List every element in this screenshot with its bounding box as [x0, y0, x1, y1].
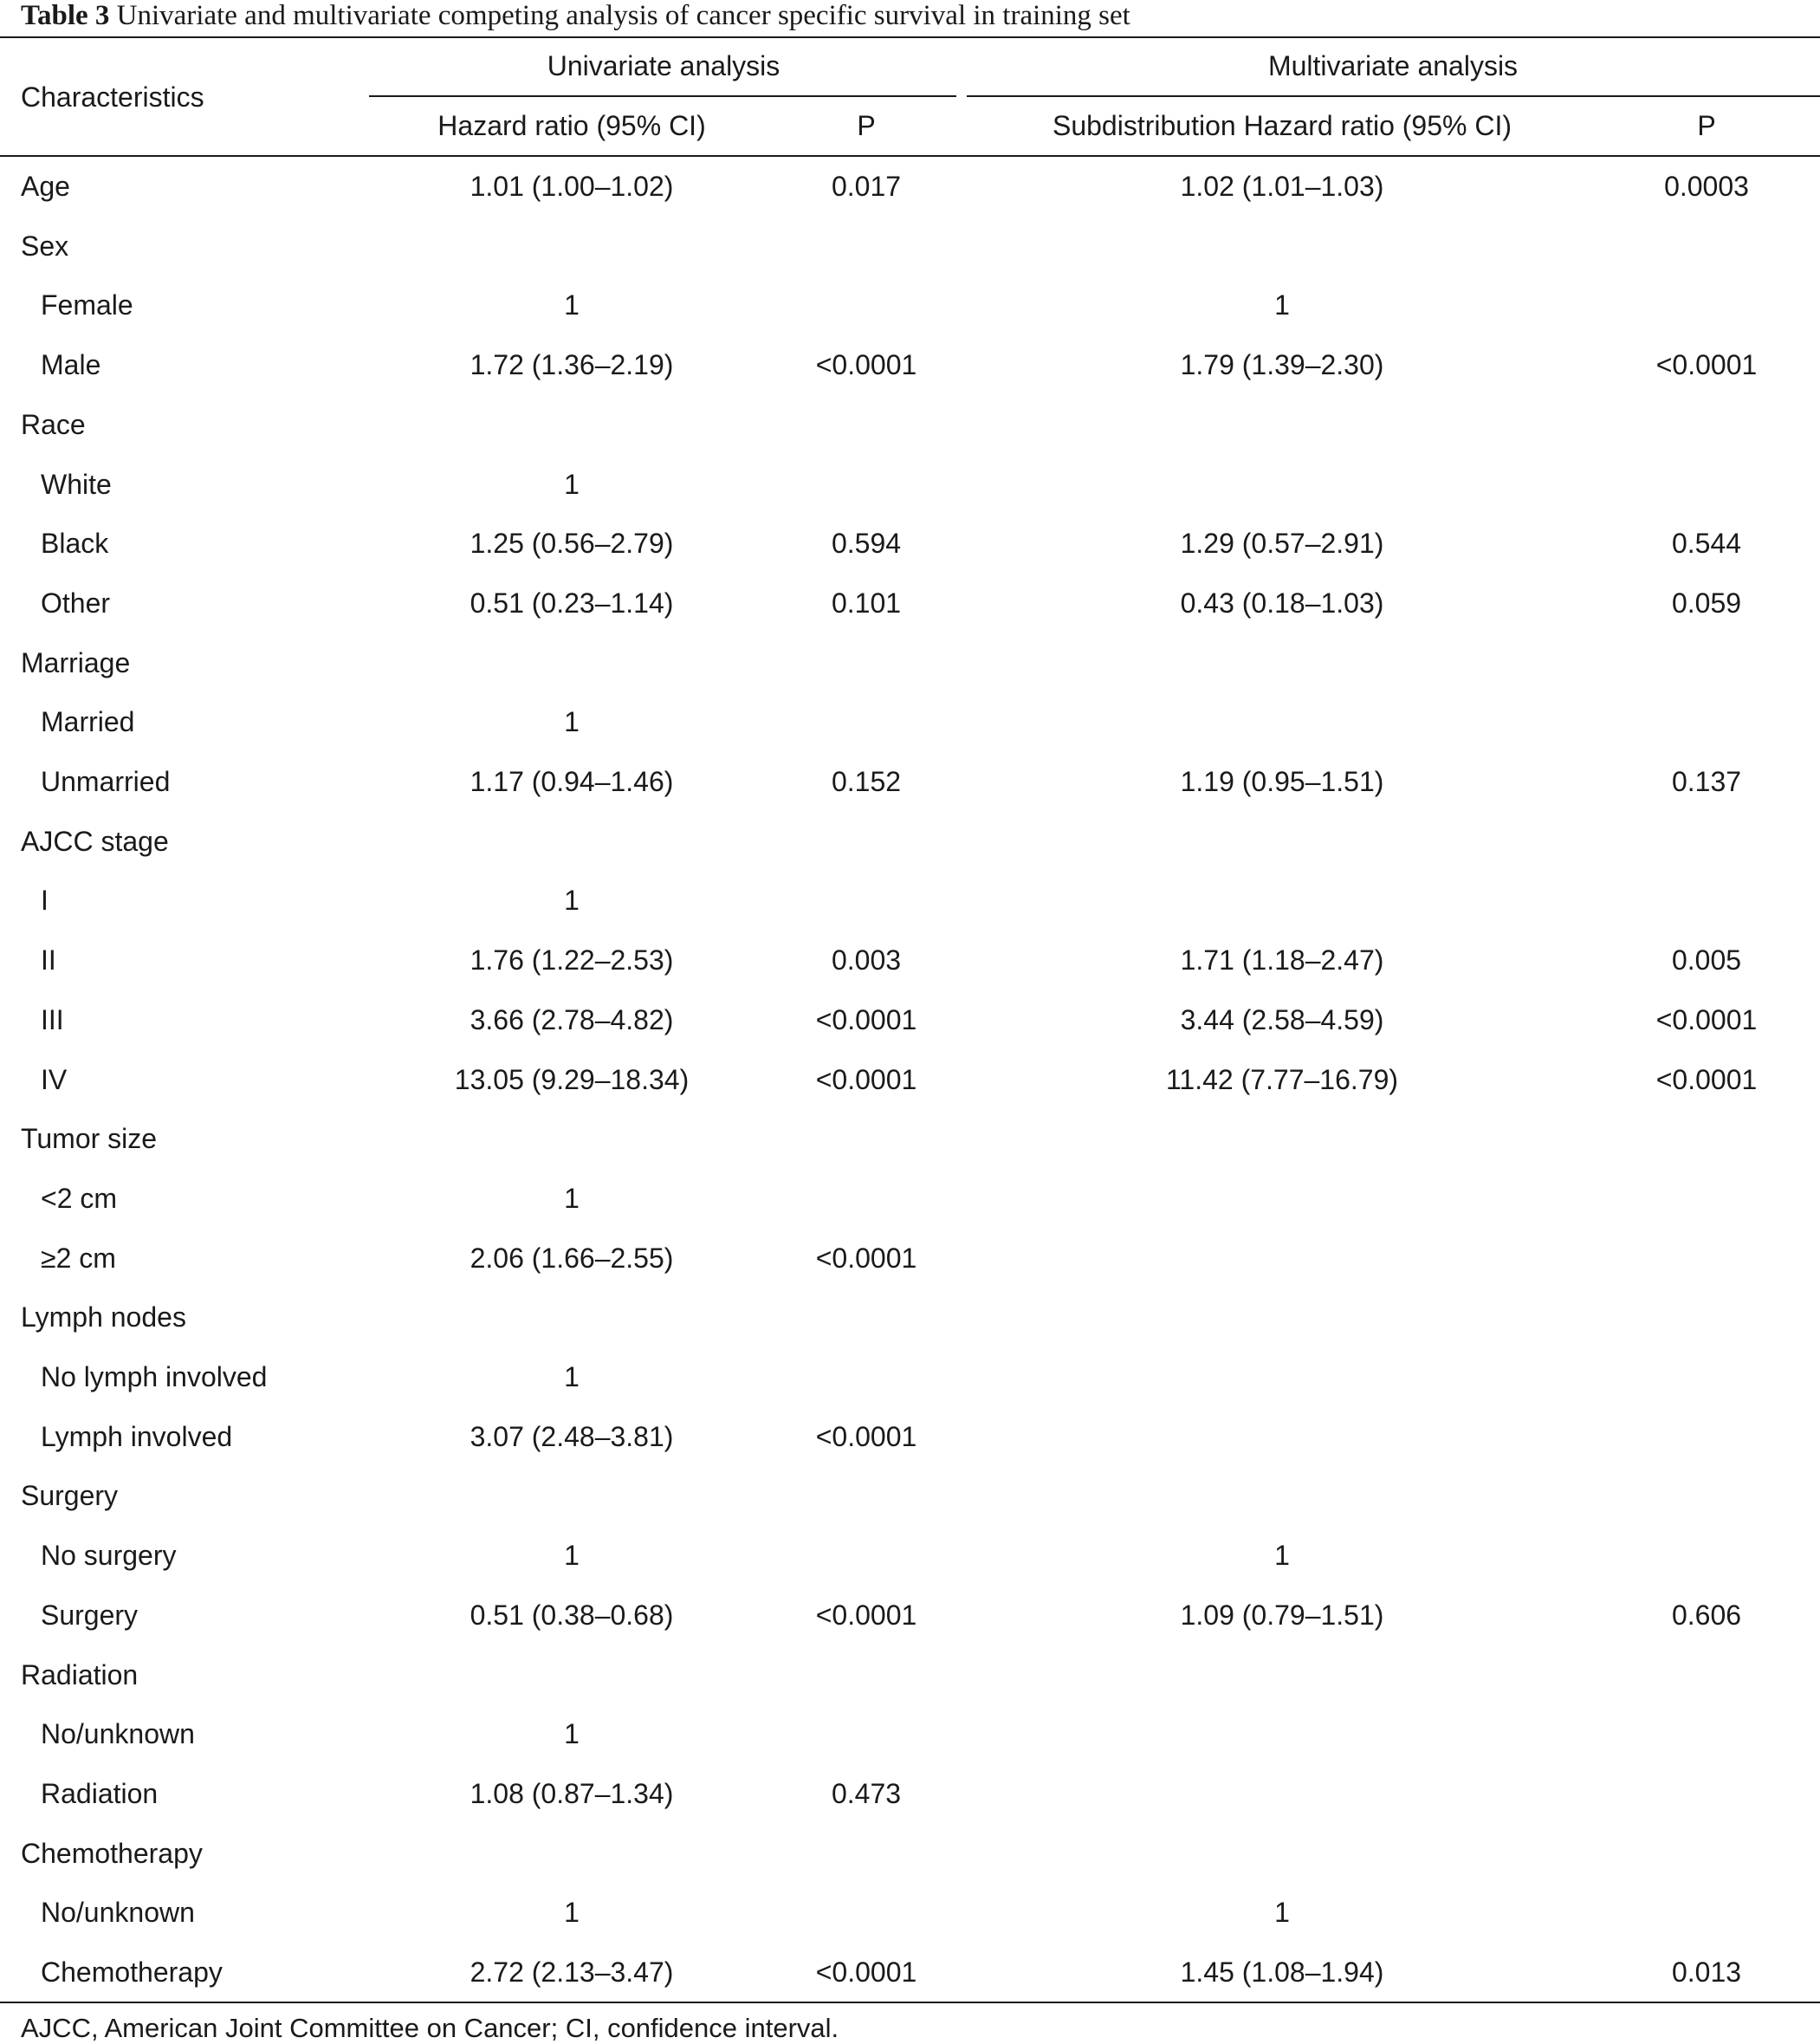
multi-p-value: <0.0001 — [1655, 349, 1758, 380]
multi-hazard-ratio: 11.42 (7.77–16.79) — [1165, 1064, 1399, 1095]
row-label: Lymph involved — [41, 1421, 233, 1452]
uni-hazard-ratio: 1.08 (0.87–1.34) — [470, 1778, 674, 1809]
uni-hazard-ratio: 1 — [564, 1183, 580, 1214]
multivariate-subrule — [967, 95, 1820, 97]
multi-p-value: <0.0001 — [1655, 1064, 1758, 1095]
row-label: Female — [41, 289, 133, 321]
row-label: No lymph involved — [41, 1361, 268, 1392]
top-rule — [0, 36, 1820, 38]
row-label: Marriage — [21, 647, 131, 678]
header-uni-p: P — [857, 110, 876, 141]
multi-hazard-ratio: 1.19 (0.95–1.51) — [1180, 766, 1384, 797]
uni-p-value: <0.0001 — [815, 1243, 917, 1274]
header-multi-hr: Subdistribution Hazard ratio (95% CI) — [1052, 110, 1512, 141]
multi-p-value: 0.606 — [1671, 1600, 1742, 1631]
row-label: <2 cm — [41, 1183, 118, 1214]
uni-p-value: 0.003 — [831, 944, 902, 976]
row-label: Married — [41, 706, 135, 737]
uni-p-value: 0.017 — [831, 171, 902, 202]
row-label: Unmarried — [41, 766, 171, 797]
uni-p-value: <0.0001 — [815, 1004, 917, 1035]
header-multi-p: P — [1697, 110, 1716, 141]
multi-hazard-ratio: 1.09 (0.79–1.51) — [1180, 1600, 1384, 1631]
multi-hazard-ratio: 3.44 (2.58–4.59) — [1180, 1004, 1384, 1035]
row-label: ≥2 cm — [41, 1243, 116, 1274]
multi-hazard-ratio: 1 — [1274, 1540, 1290, 1571]
uni-hazard-ratio: 3.07 (2.48–3.81) — [470, 1421, 674, 1452]
uni-p-value: 0.594 — [831, 528, 902, 559]
multi-p-value: <0.0001 — [1655, 1004, 1758, 1035]
uni-p-value: <0.0001 — [815, 1956, 917, 1988]
table-caption — [21, 0, 1130, 35]
uni-p-value: 0.473 — [831, 1778, 902, 1809]
table-label: Table 3 — [21, 0, 110, 31]
multi-p-value: 0.013 — [1671, 1956, 1742, 1988]
uni-hazard-ratio: 1.25 (0.56–2.79) — [470, 528, 674, 559]
multi-p-value: 0.059 — [1671, 587, 1742, 619]
row-label: Other — [41, 587, 111, 619]
header-uni-hr: Hazard ratio (95% CI) — [437, 110, 706, 141]
uni-hazard-ratio: 1.72 (1.36–2.19) — [470, 349, 674, 380]
uni-hazard-ratio: 1 — [564, 1897, 580, 1928]
header-characteristics: Characteristics — [21, 81, 204, 113]
multi-p-value: 0.544 — [1671, 528, 1742, 559]
table-footnote: AJCC, American Joint Committee on Cancer; CI, confidence interval. — [21, 2013, 839, 2043]
bottom-rule — [0, 2002, 1820, 2003]
row-label: Surgery — [21, 1480, 119, 1511]
uni-p-value: <0.0001 — [815, 349, 917, 380]
uni-hazard-ratio: 1.17 (0.94–1.46) — [470, 766, 674, 797]
multi-hazard-ratio: 1.02 (1.01–1.03) — [1180, 171, 1384, 202]
row-label: No/unknown — [41, 1897, 195, 1928]
multi-p-value: 0.005 — [1671, 944, 1742, 976]
row-label: Tumor size — [21, 1123, 158, 1154]
multi-hazard-ratio: 1.29 (0.57–2.91) — [1180, 528, 1384, 559]
row-label: Black — [41, 528, 109, 559]
row-label: AJCC stage — [21, 826, 169, 857]
multi-hazard-ratio: 1 — [1274, 289, 1290, 321]
uni-p-value: 0.152 — [831, 766, 902, 797]
uni-hazard-ratio: 13.05 (9.29–18.34) — [454, 1064, 690, 1095]
row-label: Radiation — [41, 1778, 159, 1809]
multi-p-value: 0.0003 — [1664, 171, 1749, 202]
row-label: Male — [41, 349, 101, 380]
row-label: Lymph nodes — [21, 1301, 186, 1333]
row-label: Chemotherapy — [21, 1838, 203, 1869]
row-label: III — [41, 1004, 64, 1035]
row-label: Surgery — [41, 1600, 139, 1631]
row-label: Radiation — [21, 1659, 139, 1690]
uni-hazard-ratio: 3.66 (2.78–4.82) — [470, 1004, 674, 1035]
uni-hazard-ratio: 0.51 (0.23–1.14) — [470, 587, 674, 619]
uni-p-value: 0.101 — [831, 587, 902, 619]
row-label: IV — [41, 1064, 68, 1095]
row-label: Chemotherapy — [41, 1956, 223, 1988]
uni-hazard-ratio: 1 — [564, 885, 580, 916]
multi-hazard-ratio: 1 — [1274, 1897, 1290, 1928]
row-label: Age — [21, 171, 70, 202]
row-label: No surgery — [41, 1540, 177, 1571]
uni-hazard-ratio: 1 — [564, 1540, 580, 1571]
multi-hazard-ratio: 1.71 (1.18–2.47) — [1180, 944, 1384, 976]
uni-p-value: <0.0001 — [815, 1600, 917, 1631]
uni-hazard-ratio: 1 — [564, 469, 580, 500]
row-label: Sex — [21, 230, 69, 262]
uni-hazard-ratio: 1 — [564, 1361, 580, 1392]
univariate-subrule — [369, 95, 956, 97]
uni-hazard-ratio: 2.06 (1.66–2.55) — [470, 1243, 674, 1274]
row-label: No/unknown — [41, 1718, 195, 1749]
row-label: White — [41, 469, 112, 500]
row-label: Race — [21, 409, 86, 440]
header-multivariate-group: Multivariate analysis — [1267, 50, 1519, 81]
uni-hazard-ratio: 1 — [564, 289, 580, 321]
multi-p-value: 0.137 — [1671, 766, 1742, 797]
uni-p-value: <0.0001 — [815, 1064, 917, 1095]
uni-hazard-ratio: 2.72 (2.13–3.47) — [470, 1956, 674, 1988]
row-label: I — [41, 885, 49, 916]
header-bottom-rule — [0, 155, 1820, 157]
uni-hazard-ratio: 1.01 (1.00–1.02) — [470, 171, 674, 202]
uni-p-value: <0.0001 — [815, 1421, 917, 1452]
row-label: II — [41, 944, 56, 976]
uni-hazard-ratio: 0.51 (0.38–0.68) — [470, 1600, 674, 1631]
uni-hazard-ratio: 1 — [564, 1718, 580, 1749]
multi-hazard-ratio: 0.43 (0.18–1.03) — [1180, 587, 1384, 619]
uni-hazard-ratio: 1 — [564, 706, 580, 737]
uni-hazard-ratio: 1.76 (1.22–2.53) — [470, 944, 674, 976]
multi-hazard-ratio: 1.45 (1.08–1.94) — [1180, 1956, 1384, 1988]
table-title: Univariate and multivariate competing analysis of cancer specific survival in training set — [116, 0, 1130, 31]
multi-hazard-ratio: 1.79 (1.39–2.30) — [1180, 349, 1384, 380]
header-univariate-group: Univariate analysis — [547, 50, 780, 81]
